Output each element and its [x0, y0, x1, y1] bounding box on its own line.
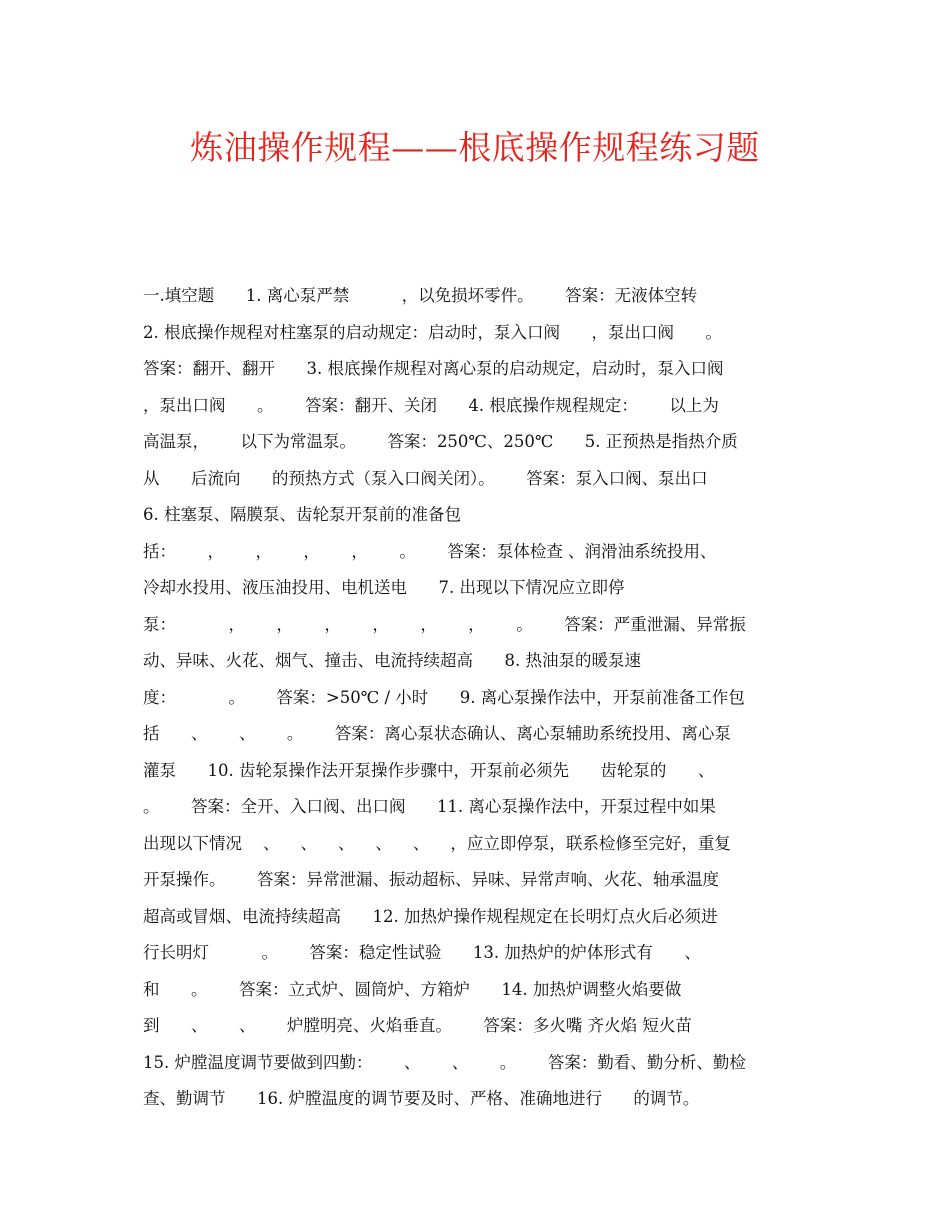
text-line: 括 、 、 。 答案：离心泵状态确认、离心泵辅助系统投用、离心泵	[143, 724, 731, 743]
text-line: ，泵出口阀 。 答案：翻开、关闭 4. 根底操作规程规定： 以上为	[143, 395, 719, 415]
text-line: 6. 柱塞泵、隔膜泵、齿轮泵开泵前的准备包	[143, 505, 461, 524]
text-line: 。 答案：全开、入口阀、出口阀 11. 离心泵操作法中，开泵过程中如果	[143, 797, 716, 816]
text-line: 冷却水投用、液压油投用、电机送电 7. 出现以下情况应立即停	[143, 578, 625, 597]
text-line: 一.填空题 1. 离心泵严禁 ，以免损坏零件。 答案：无液体空转	[143, 286, 698, 305]
text-line: 从 后流向 的预热方式（泵入口阀关闭）。 答案：泵入口阀、泵出口	[143, 468, 708, 488]
exercise-body	[143, 278, 823, 1118]
text-line: 泵： ， ， ， ， ， ， 。 答案：严重泄漏、异常振	[143, 614, 746, 634]
text-line: 出现以下情况 、 、 、 、 、 ，应立即停泵，联系检修至完好，重复	[143, 833, 731, 853]
text-line: 行长明灯 。 答案：稳定性试验 13. 加热炉的炉体形式有 、	[143, 943, 701, 962]
text-line: 和 。 答案：立式炉、圆筒炉、方箱炉 14. 加热炉调整火焰要做	[143, 979, 682, 999]
text-line: 动、异味、火花、烟气、撞击、电流持续超高 8. 热油泵的暖泵速	[143, 651, 641, 670]
text-line: 超高或冒烟、电流持续超高 12. 加热炉操作规程规定在长明灯点火后必须进	[143, 906, 718, 926]
text-line: 灌泵 10. 齿轮泵操作法开泵操作步骤中，开泵前必须先 齿轮泵的 、	[143, 760, 715, 780]
text-line: 到 、 、 炉膛明亮、火焰垂直。 答案：多火嘴 齐火焰 短火苗	[143, 1016, 692, 1035]
text-line: 15. 炉膛温度调节要做到四勤： 、 、 。 答案：勤看、勤分析、勤检	[143, 1052, 746, 1072]
text-line: 高温泵， 以下为常温泵。 答案：250℃、250℃ 5. 正预热是指热介质	[143, 432, 738, 451]
text-line: 查、勤调节 16. 炉膛温度的调节要及时、严格、准确地进行 的调节。	[143, 1089, 700, 1108]
text-line: 2. 根底操作规程对柱塞泵的启动规定：启动时，泵入口阀 ，泵出口阀 。	[143, 322, 722, 342]
text-line: 开泵操作。 答案：异常泄漏、振动超标、异味、异常声响、火花、轴承温度	[143, 870, 719, 889]
text-line: 度： 。 答案：>50℃ / 小时 9. 离心泵操作法中，开泵前准备工作包	[143, 687, 745, 707]
document-title: 炼油操作规程——根底操作规程练习题	[190, 128, 760, 167]
text-line: 括： ， ， ， ， 。 答案：泵体检查 、润滑油系统投用、	[143, 541, 717, 561]
text-line: 答案：翻开、翻开 3. 根底操作规程对离心泵的启动规定，启动时，泵入口阀	[143, 359, 724, 378]
